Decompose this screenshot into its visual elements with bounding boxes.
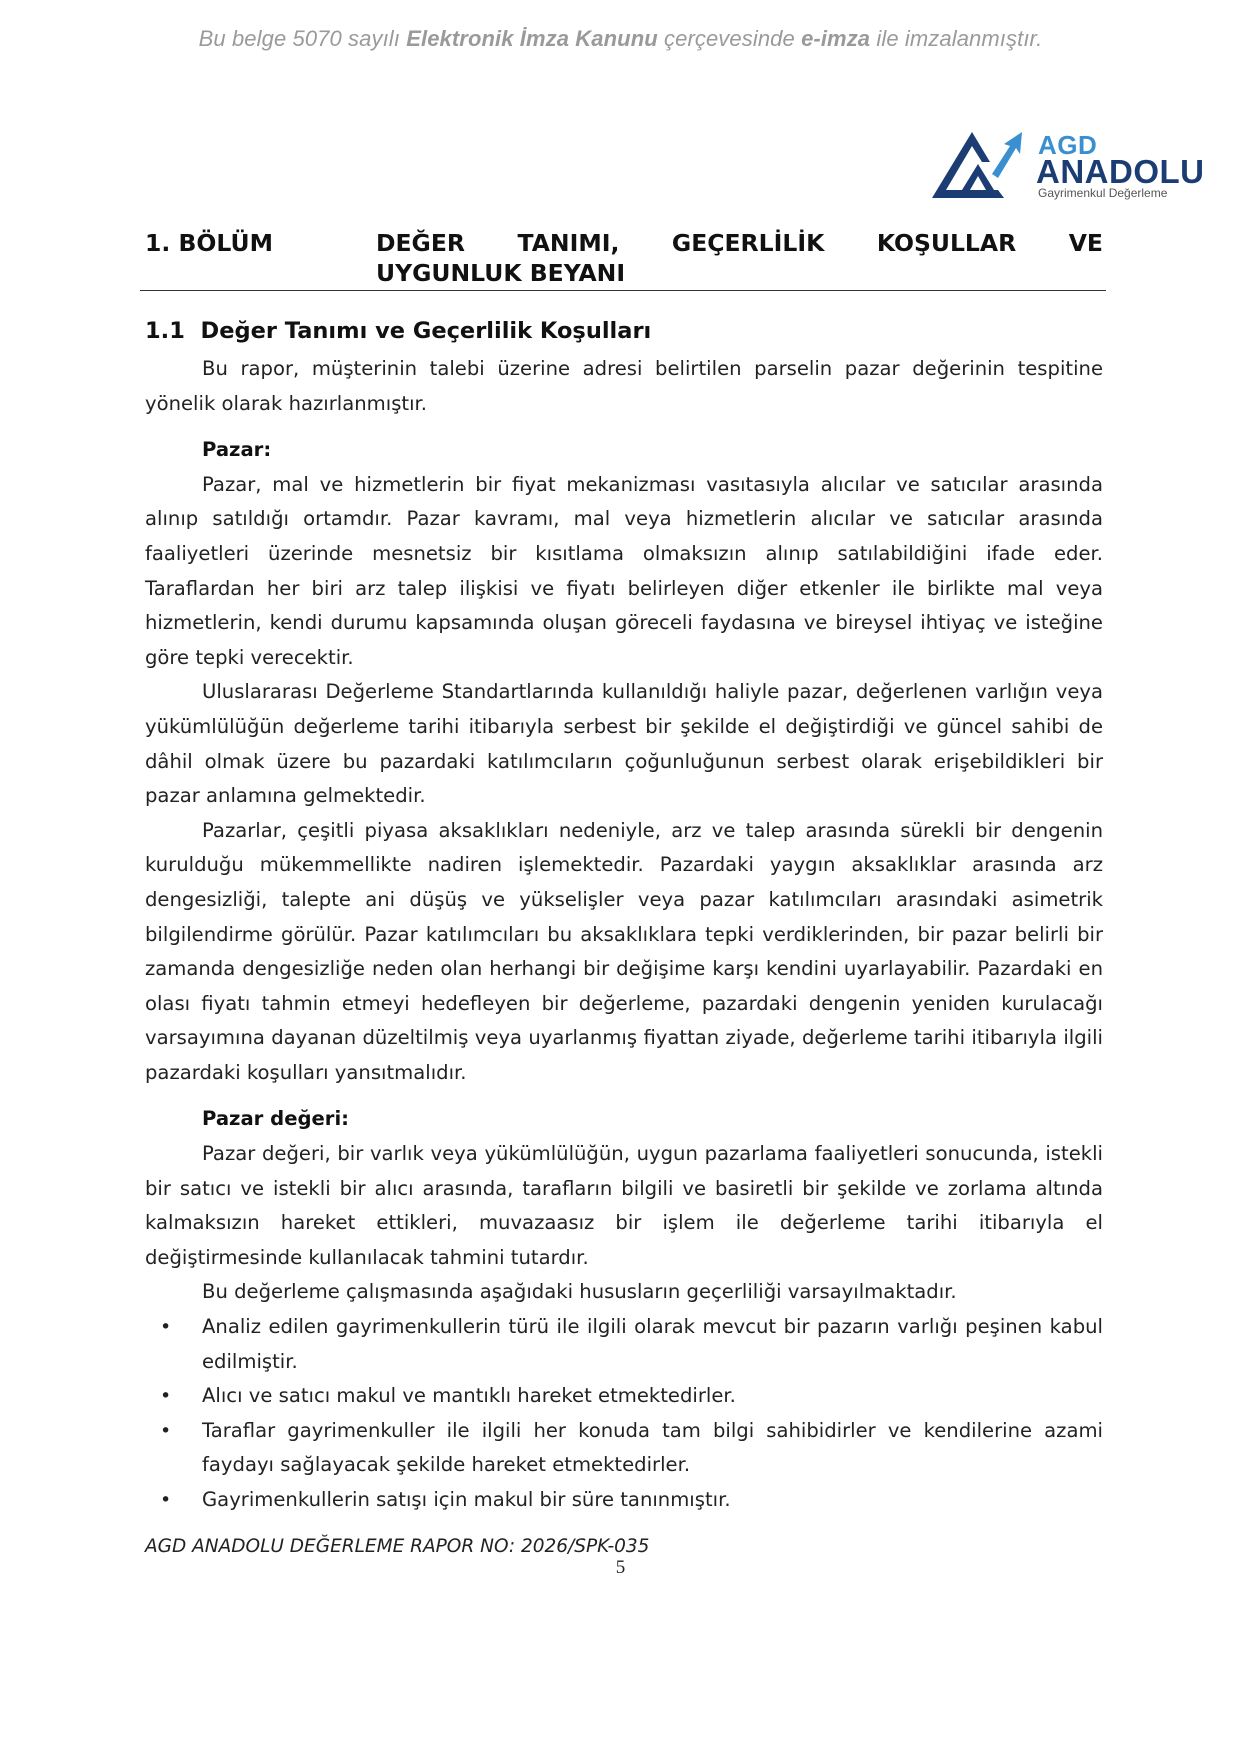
e-signature-banner [0,26,1241,52]
logo-anadolu-text: ANADOLU [1036,153,1205,190]
section-heading: 1.1 Değer Tanımı ve Geçerlilik Koşulları [145,318,652,344]
chapter-title-word: DEĞER [376,229,465,257]
list-item-text: Gayrimenkullerin satışı için makul bir süre tanınmıştır. [202,1488,731,1511]
logo-tagline: Gayrimenkul Değerleme [1038,186,1168,200]
assumption-list [145,1310,1103,1518]
bullet-icon: • [160,1316,172,1339]
chapter-title-word: VE [1068,229,1103,257]
pazar-degeri-paragraph: Bu değerleme çalışmasında aşağıdaki hususların geçerliliği varsayılmaktadır. [202,1280,957,1304]
list-item [145,1310,1103,1379]
pazar-degeri-heading: Pazar değeri: [202,1107,350,1131]
logo-agd-text: AGD [1038,130,1098,160]
list-item [145,1414,1103,1483]
list-item-text: Alıcı ve satıcı makul ve mantıklı hareket etmektedirler. [202,1384,736,1408]
list-item-text: Analiz edilen gayrimenkullerin türü ile ilgili olarak mevcut bir pazarın varlığı peşinen kabul edilmiştir. [202,1315,1103,1373]
report-footer: AGD ANADOLU DEĞERLEME RAPOR NO: 2026/SPK-035 [145,1536,650,1557]
intro-paragraph: Bu rapor, müşterinin talebi üzerine adresi belirtilen parselin pazar değerinin tespitine yönelik olarak hazırlanmıştır. [145,357,1103,415]
bullet-icon: • [160,1385,172,1408]
chapter-title-line-2: UYGUNLUK BEYANI [376,259,626,287]
bullet-icon: • [160,1489,172,1511]
bullet-icon: • [160,1419,172,1442]
logo-mountain-icon [932,128,1036,200]
chapter-title [376,228,1103,288]
chapter-title-word: GEÇERLİLİK [671,229,825,257]
list-item [145,1483,1103,1518]
banner-text-3: ile imzalanmıştır. [870,26,1043,51]
pazar-degeri-paragraph: Pazar değeri, bir varlık veya yükümlülüğün, uygun pazarlama faaliyetleri sonucunda, istekli bir satıcı ve istekli bir alıcı arasında, tarafların bilgili ve basiretli bir şekilde ve zorlama altında kalmaksızın hareket ettikleri, muvazaasız bir işlem ile değerleme tarihi itibarıyla el değiştirmesinde kullanılacak tahmini tutardır. [145,1142,1103,1269]
banner-e-imza: e-imza [801,26,871,51]
pazar-heading: Pazar: [202,438,272,462]
company-logo [932,128,1212,200]
banner-text-1: Bu belge 5070 sayılı [198,26,407,51]
banner-text-2: çerçevesinde [657,26,802,51]
page-number: 5 [615,1557,626,1578]
chapter-title-line-1 [376,228,1103,258]
pazar-paragraph: Pazar, mal ve hizmetlerin bir fiyat mekanizması vasıtasıyla alıcılar ve satıcılar arasında alınıp satıldığı ortamdır. Pazar kavramı, mal veya hizmetlerin alıcılar ve satıcılar arasında faaliyetleri üzerinde mesnetsiz bir kısıtlama olmaksızın alınıp satılabildiğini ifade eder. Taraflardan her biri arz talep ilişkisi ve fiyatı belirleyen diğer etkenler ile birlikte mal veya hizmetlerin, kendi durumu kapsamında oluşan göreceli faydasına ve bireysel ihtiyaç ve isteğine göre tepki verecektir. [145,472,1103,669]
pazar-paragraph: Uluslararası Değerleme Standartlarında kullanıldığı haliyle pazar, değerlenen varlığın veya yükümlülüğün değerleme tarihi itibarıyla serbest bir şekilde el değiştirdiği ve güncel sahibi de dâhil olmak üzere bu pazardaki katılımcıların çoğunluğunun serbest olarak erişebildikleri bir pazar anlamına gelmektedir. [145,680,1103,808]
list-item-text: Taraflar gayrimenkuller ile ilgili her konuda tam bilgi sahibidirler ve kendilerine azami faydayı sağlayacak şekilde hareket etmektedirler. [202,1418,1103,1477]
banner-law-name: Elektronik İmza Kanunu [406,26,658,51]
chapter-divider [140,290,1106,291]
pazar-paragraph: Pazarlar, çeşitli piyasa aksaklıkları nedeniyle, arz ve talep arasında sürekli bir dengenin kurulduğu mükemmellikte nadiren işlemektedir. Pazardaki yaygın aksaklıklar arasında arz dengesizliği, talepte ani düşüş ve yükselişler veya pazar katılımcıları arasındaki asimetrik bilgilendirme görülür. Pazar katılımcıları bu aksaklıklara tepki verdiklerinden, bir pazar belirli bir zamanda dengesizliğe neden olan herhangi bir değişime karşı kendini uyarlayabilir. Pazardaki en olası fiyatı tahmin etmeyi hedefleyen bir değerleme, pazardaki dengenin yeniden kurulacağı varsayımına dayanan düzeltilmiş veya uyarlanmış fiyattan ziyade, değerleme tarihi itibarıyla ilgili pazardaki koşulları yansıtmalıdır. [145,818,1103,1084]
chapter-number: 1. BÖLÜM [145,229,273,257]
document-body [145,314,1103,1518]
chapter-title-word: TANIMI, [517,229,620,257]
chapter-title-word: KOŞULLAR [876,229,1017,257]
list-item [145,1379,1103,1414]
